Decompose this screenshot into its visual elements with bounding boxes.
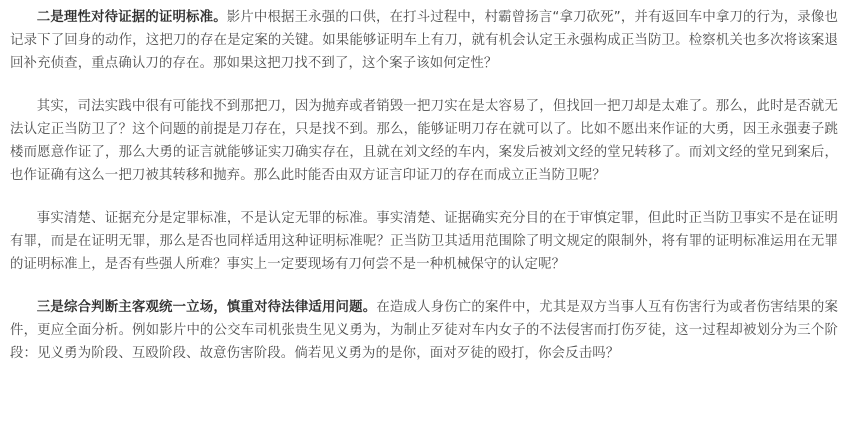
paragraph-knife-evidence bbox=[10, 95, 838, 187]
paragraph-comprehensive-judgment bbox=[10, 296, 838, 365]
paragraph-text: 其实，司法实践中很有可能找不到那把刀，因为抛弃或者销毁一把刀实在是太容易了，但找回一把刀却是太难了。那么，此时是否就无法认定正当防卫了？这个问题的前提是刀存在，只是找不到。那么，能够证明刀存在就可以了。比如不愿出来作证的大勇，因王永强妻子跳楼而愿意作证了，那么大勇的证言就能够证实刀确实存在，且就在刘文经的车内，案发后被刘文经的堂兄转移了。而刘文经的堂兄到案后，也作证确有这么一把刀被其转移和抛弃。那么此时能否由双方证言印证刀的存在而成立正当防卫呢？ bbox=[10, 99, 838, 183]
paragraph-text: 事实清楚、证据充分是定罪标准，不是认定无罪的标准。事实清楚、证据确实充分目的在于审慎定罪，但此时正当防卫事实不是在证明有罪，而是在证明无罪，那么是否也同样适用这种证明标准呢？正当防卫其适用范围除了明文规定的限制外，将有罪的证明标准运用在无罪的证明标准上，是否有些强人所难？事实上一定要现场有刀何尝不是一种机械保守的认定呢？ bbox=[10, 211, 838, 272]
paragraph-text: 影片中根据王永强的口供，在打斗过程中，村霸曾扬言“拿刀砍死”，并有返回车中拿刀的行为，录像也记录下了回身的动作，这把刀的存在是定案的关键。如果能够证明车上有刀，就有机会认定王永强构成正当防卫。检察机关也多次将该案退回补充侦查，重点确认刀的存在。那如果这把刀找不到了，这个案子该如何定性？ bbox=[10, 10, 838, 71]
paragraph-lead-heading: 三是综合判断主客观统一立场，慎重对待法律适用问题。 bbox=[36, 300, 377, 315]
paragraph-text: 在造成人身伤亡的案件中，尤其是双方当事人互有伤害行为或者伤害结果的案件，更应全面分析。例如影片中的公交车司机张贵生见义勇为，为制止歹徒对车内女子的不法侵害而打伤歹徒，这一过程却被划分为三个阶段：见义勇为阶段、互殴阶段、故意伤害阶段。倘若见义勇为的是你，面对歹徒的殴打，你会反击吗？ bbox=[10, 300, 838, 361]
paragraph-proof-standard bbox=[10, 207, 838, 276]
paragraph-evidence-standard bbox=[10, 6, 838, 75]
paragraph-lead-heading: 二是理性对待证据的证明标准。 bbox=[36, 10, 227, 25]
